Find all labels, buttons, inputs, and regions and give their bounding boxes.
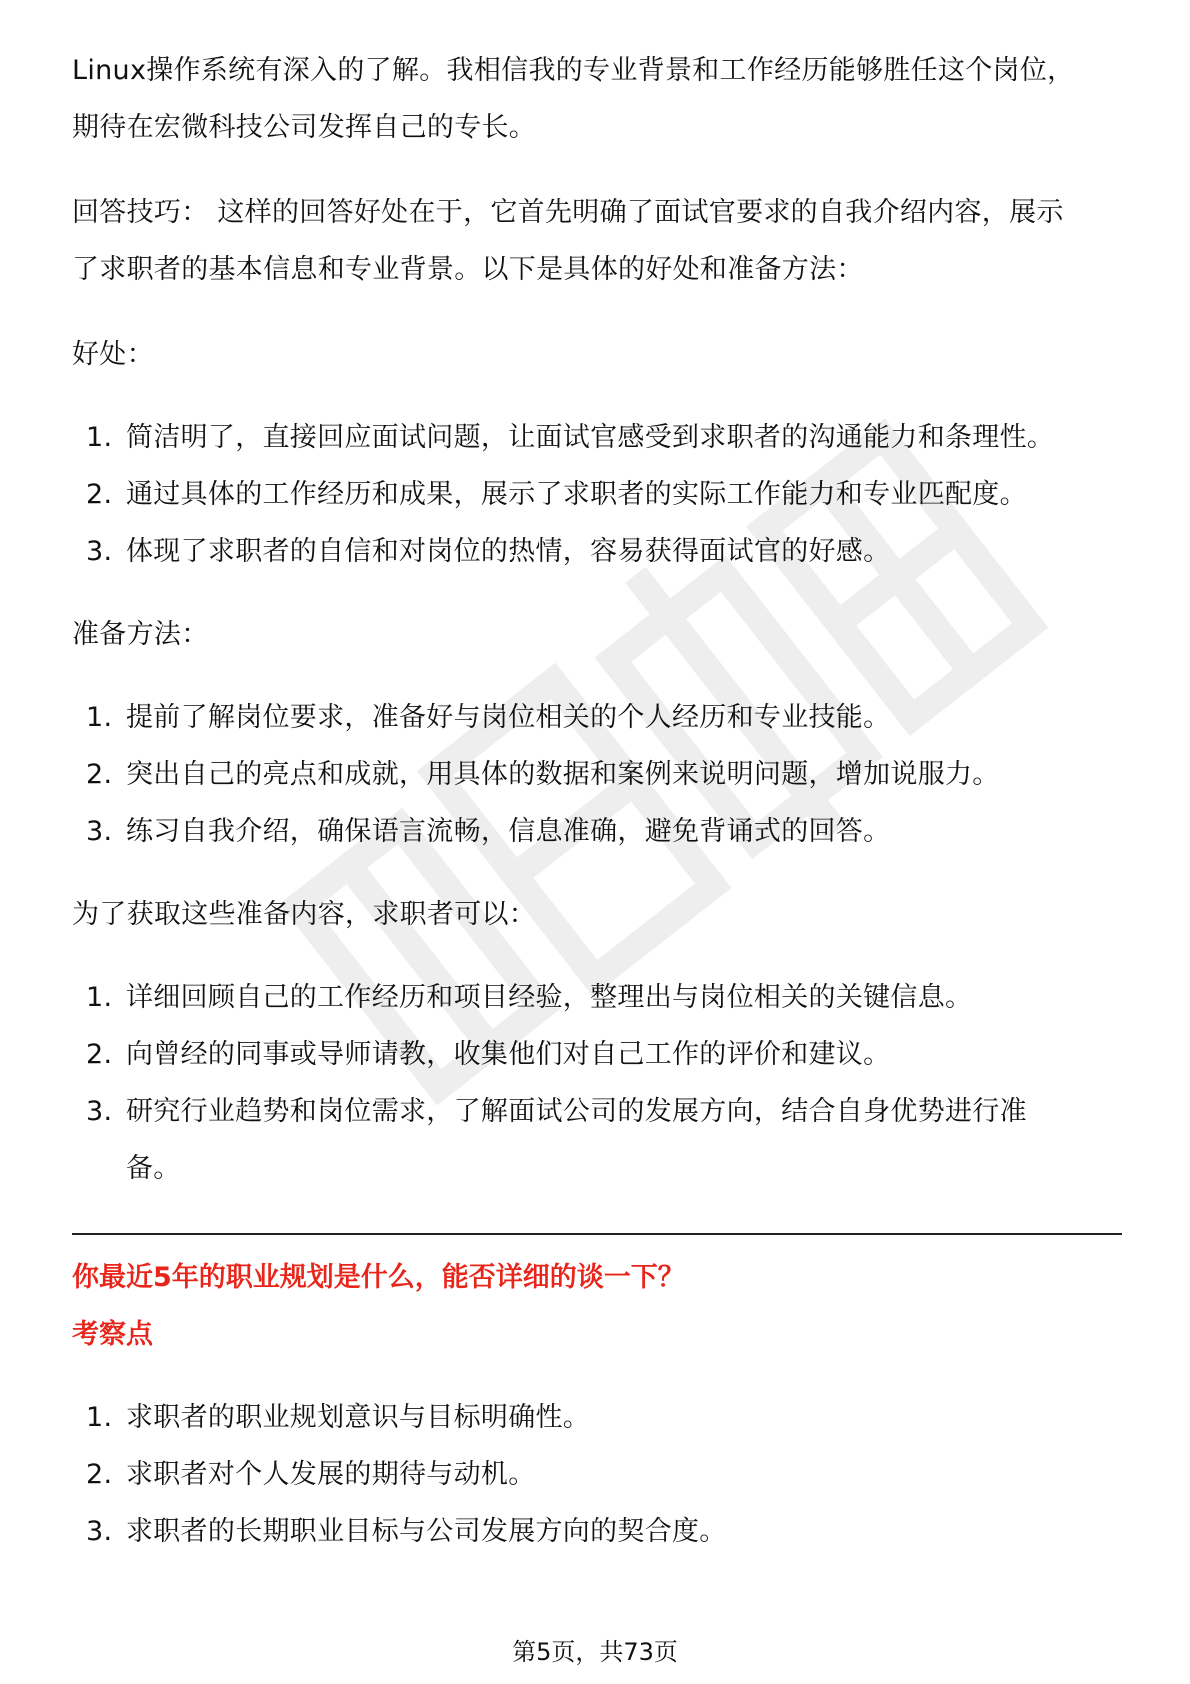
benefits-list [72,409,1122,580]
spacer [72,1363,1122,1389]
list-item [72,1026,1122,1083]
assessment-list [72,1389,1122,1560]
list-number: 1. [86,1402,113,1433]
list-item [72,689,1122,746]
spacer [72,383,1122,409]
list-item [72,466,1122,523]
list-item [72,1503,1122,1560]
intro-line-2: 期待在宏微科技公司发挥自己的专长。 [72,112,537,143]
list-item [72,523,1122,580]
spacer [72,580,1122,606]
list-text: 简洁明了，直接回应面试问题，让面试官感受到求职者的沟通能力和条理性。 [126,422,1055,453]
list-text: 提前了解岗位要求，准备好与岗位相关的个人经历和专业技能。 [126,702,891,733]
tips-line-2: 了求职者的基本信息和专业背景。以下是具体的好处和准备方法： [72,254,864,285]
spacer [72,943,1122,969]
list-item [72,803,1122,860]
list-item [72,1389,1122,1446]
list-number: 2. [86,1039,113,1070]
list-item [72,1446,1122,1503]
benefits-heading: 好处： [72,339,154,370]
list-text: 体现了求职者的自信和对岗位的热情，容易获得面试官的好感。 [126,536,891,567]
spacer [72,860,1122,886]
page-number: 第5页，共73页 [512,1638,678,1666]
question-title: 你最近5年的职业规划是什么，能否详细的谈一下？ [72,1262,685,1293]
list-number: 2. [86,759,113,790]
list-text: 详细回顾自己的工作经历和项目经验，整理出与岗位相关的关键信息。 [126,982,973,1013]
list-number: 1. [86,422,113,453]
list-text: 研究行业趋势和岗位需求，了解面试公司的发展方向，结合自身优势进行准 [126,1096,1027,1127]
spacer [72,663,1122,689]
list-text: 求职者的职业规划意识与目标明确性。 [126,1402,591,1433]
list-item [72,409,1122,466]
list-item [72,1083,1122,1197]
gathering-heading: 为了获取这些准备内容，求职者可以： [72,899,537,930]
list-number: 1. [86,982,113,1013]
preparation-list [72,689,1122,860]
intro-line-1: Linux操作系统有深入的了解。我相信我的专业背景和工作经历能够胜任这个岗位， [72,55,1075,86]
spacer [72,156,1122,184]
spacer [72,298,1122,326]
list-text: 突出自己的亮点和成就，用具体的数据和案例来说明问题，增加说服力。 [126,759,1000,790]
question-subheading: 考察点 [72,1319,153,1350]
list-text: 练习自我介绍，确保语言流畅，信息准确，避免背诵式的回答。 [126,816,891,847]
list-number: 2. [86,1459,113,1490]
list-text: 求职者的长期职业目标与公司发展方向的契合度。 [126,1516,727,1547]
list-text: 通过具体的工作经历和成果，展示了求职者的实际工作能力和专业匹配度。 [126,479,1027,510]
list-text: 求职者对个人发展的期待与动机。 [126,1459,536,1490]
list-number: 3. [86,1096,113,1127]
gathering-list [72,969,1122,1197]
list-number: 3. [86,1516,113,1547]
list-item [72,746,1122,803]
list-text-continued: 备。 [126,1153,181,1184]
preparation-heading: 准备方法： [72,619,209,650]
tips-line-1: 回答技巧： 这样的回答好处在于，它首先明确了面试官要求的自我介绍内容，展示 [72,197,1064,228]
list-text: 向曾经的同事或导师请教，收集他们对自己工作的评价和建议。 [126,1039,891,1070]
list-item [72,969,1122,1026]
list-number: 1. [86,702,113,733]
list-number: 3. [86,536,113,567]
page-content [72,42,1122,1560]
list-number: 2. [86,479,113,510]
list-number: 3. [86,816,113,847]
section-divider [72,1233,1122,1235]
